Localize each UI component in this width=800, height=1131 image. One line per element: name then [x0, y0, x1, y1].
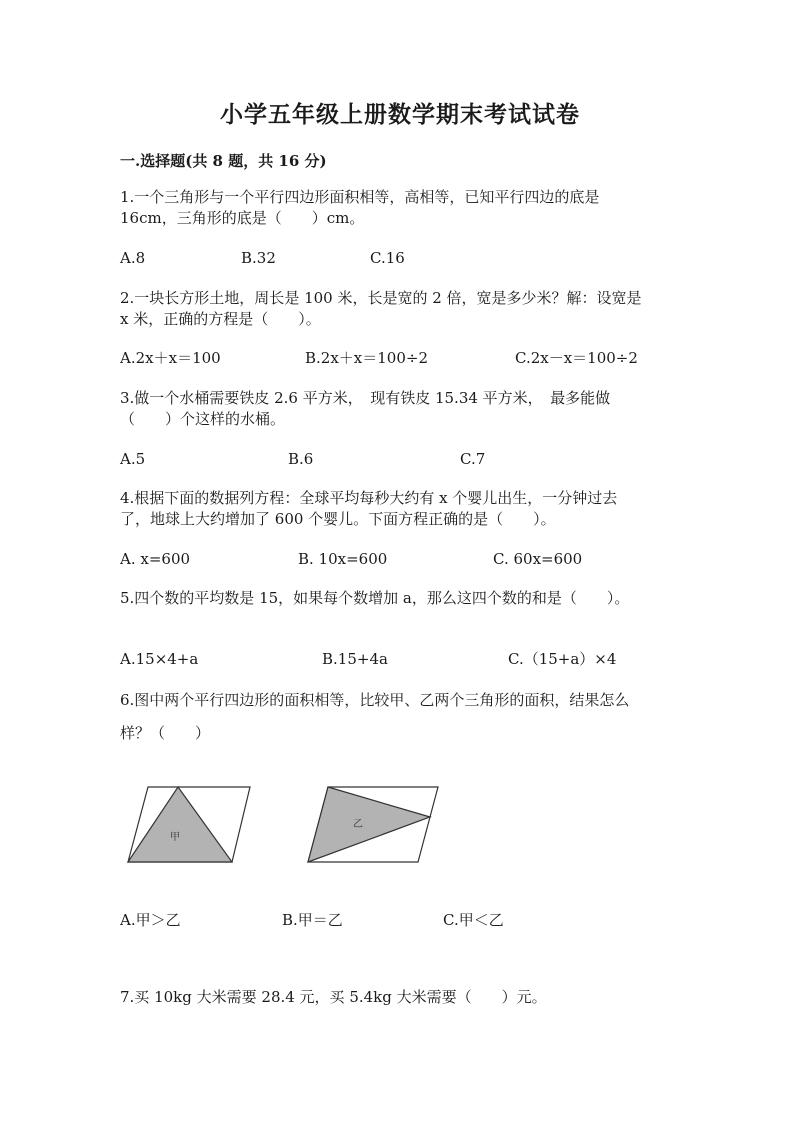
question-7	[120, 987, 680, 1008]
exam-title: 小学五年级上册数学期末考试试卷	[220, 101, 580, 128]
option-b[interactable]: B.6	[288, 450, 314, 468]
option-a[interactable]: A.5	[120, 450, 146, 468]
question-6-options	[120, 910, 680, 931]
question-6-line-1: 6.图中两个平行四边形的面积相等，比较甲、乙两个三角形的面积，结果怎么	[120, 691, 630, 709]
question-4-line-2: 了，地球上大约增加了 600 个婴儿。下面方程正确的是（ ）。	[120, 510, 556, 528]
option-b[interactable]: B.32	[241, 249, 276, 267]
question-5-options	[120, 649, 680, 670]
label-yi: 乙	[353, 819, 363, 830]
question-4-line-1: 4.根据下面的数据列方程：全球平均每秒大约有 x 个婴儿出生，一分钟过去	[120, 489, 618, 507]
parallelograms-figure	[120, 775, 450, 870]
question-2-line-2: x 米，正确的方程是（ ）。	[120, 310, 321, 328]
question-6	[120, 690, 680, 744]
question-1	[120, 187, 680, 229]
question-6-line-2: 样？（ ）	[120, 724, 211, 742]
question-5-line-1: 5.四个数的平均数是 15，如果每个数增加 a，那么这四个数的和是（ ）。	[120, 589, 630, 607]
section-heading: 一.选择题(共 8 题，共 16 分)	[120, 152, 327, 170]
question-2-options	[120, 348, 680, 369]
question-3-options	[120, 449, 680, 470]
option-c[interactable]: C. 60x=600	[493, 550, 583, 568]
question-1-line-2: 16cm，三角形的底是（ ）cm。	[120, 209, 365, 227]
option-c[interactable]: C.甲＜乙	[443, 911, 504, 929]
question-3-line-1: 3.做一个水桶需要铁皮 2.6 平方米， 现有铁皮 15.34 平方米， 最多能做	[120, 389, 611, 407]
option-a[interactable]: A.甲＞乙	[120, 911, 181, 929]
question-1-options	[120, 248, 680, 269]
option-c[interactable]: C.7	[460, 450, 486, 468]
option-c[interactable]: C.2x－x＝100÷2	[515, 349, 638, 367]
option-b[interactable]: B.甲＝乙	[282, 911, 343, 929]
question-4	[120, 488, 680, 530]
question-5	[120, 588, 680, 609]
question-4-options	[120, 549, 680, 570]
question-3	[120, 388, 680, 430]
option-a[interactable]: A. x=600	[120, 550, 191, 568]
label-jia: 甲	[170, 832, 180, 843]
option-c[interactable]: C.（15+a）×4	[508, 650, 617, 668]
question-2-line-1: 2.一块长方形土地，周长是 100 米，长是宽的 2 倍，宽是多少米？解：设宽是	[120, 289, 642, 307]
question-3-line-2: （ ）个这样的水桶。	[120, 410, 286, 428]
option-a[interactable]: A.15×4+a	[120, 650, 199, 668]
option-b[interactable]: B.15+4a	[322, 650, 388, 668]
option-a[interactable]: A.2x＋x＝100	[120, 349, 221, 367]
question-7-line-1: 7.买 10kg 大米需要 28.4 元，买 5.4kg 大米需要（ ）元。	[120, 988, 547, 1006]
option-b[interactable]: B. 10x=600	[298, 550, 388, 568]
option-c[interactable]: C.16	[370, 249, 405, 267]
option-a[interactable]: A.8	[120, 249, 146, 267]
question-1-line-1: 1.一个三角形与一个平行四边形面积相等，高相等，已知平行四边的底是	[120, 188, 600, 206]
question-2	[120, 288, 680, 330]
option-b[interactable]: B.2x＋x＝100÷2	[305, 349, 428, 367]
